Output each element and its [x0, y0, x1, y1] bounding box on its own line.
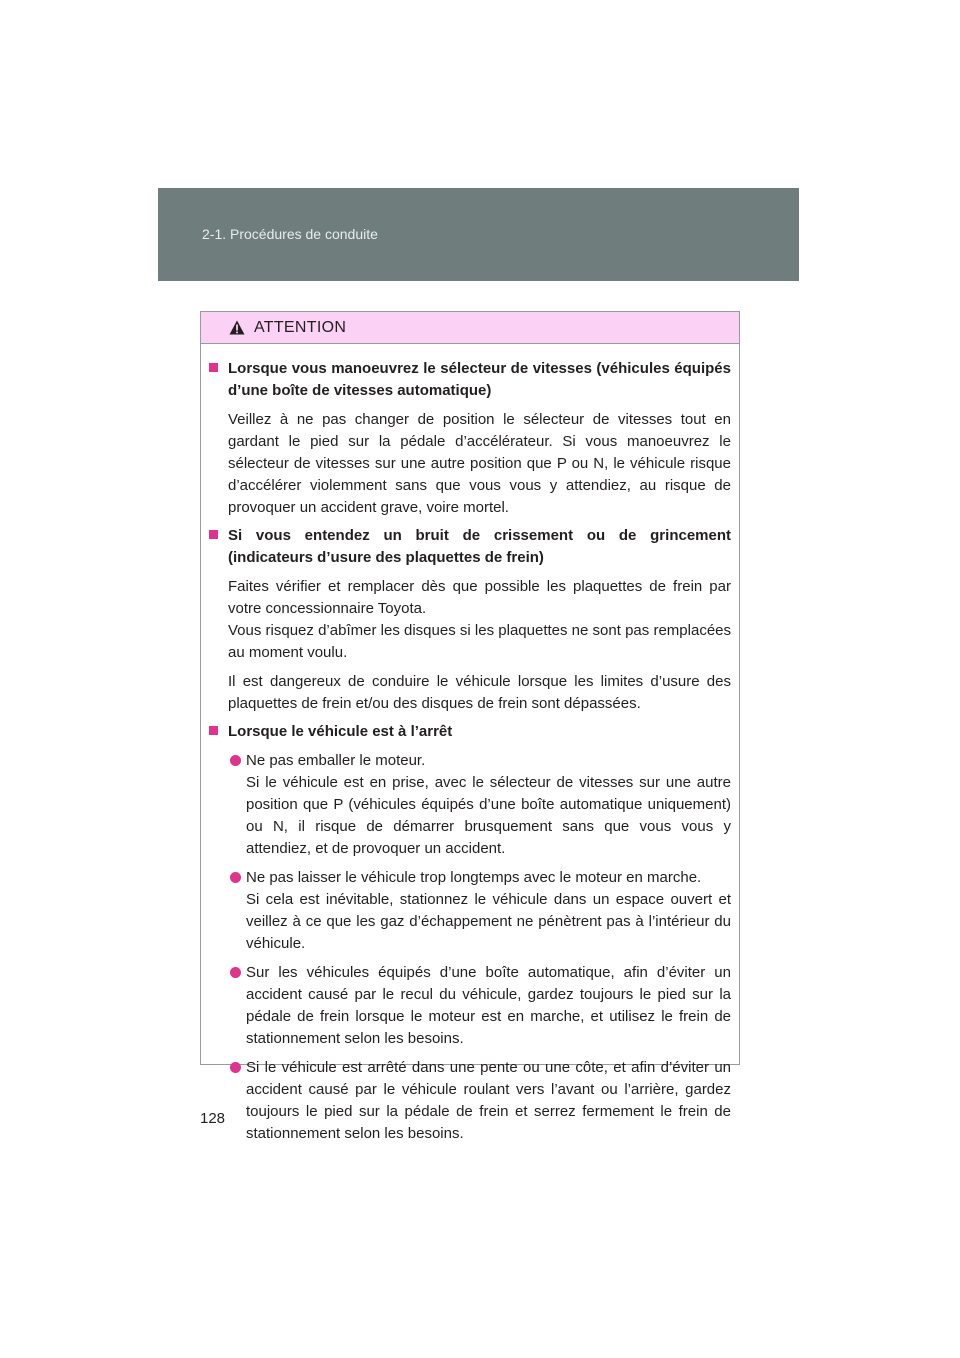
square-bullet-icon: [209, 363, 218, 372]
warning-title: ATTENTION: [254, 318, 347, 336]
section-paragraph: Faites vérifier et remplacer dès que possible les plaquettes de frein par votre concessionnaire Toyota. Vous risquez d’abîmer les disques si les plaquettes ne sont pas remplacées au moment voulu.: [228, 578, 731, 661]
dot-bullet-icon: [230, 967, 241, 978]
dot-bullet-icon: [230, 755, 241, 766]
dot-bullet-icon: [230, 1062, 241, 1073]
warning-triangle-icon: [229, 320, 245, 335]
warning-header: [201, 312, 739, 344]
dot-bullet-icon: [230, 872, 241, 883]
section-title: 2-1. Procédures de conduite: [202, 226, 378, 242]
square-bullet-icon: [209, 726, 218, 735]
list-item: Si le véhicule est arrêté dans une pente ou une côte, et afin d’éviter un accident causé par le véhicule roulant vers l’avant ou l’arrière, gardez toujours le pied sur la pédale de frein et serrez fermement le frein de stationnement selon les besoins.: [209, 1057, 731, 1145]
warning-content: [201, 344, 739, 1145]
page-number: 128: [200, 1110, 226, 1127]
list-item: Ne pas laisser le véhicule trop longtemps avec le moteur en marche. Si cela est inévitable, stationnez le véhicule dans un espace ouvert et veillez à ce que les gaz d’échappement ne pénètrent pas à l’intérieur du véhicule.: [209, 867, 731, 955]
section-header-band: [158, 188, 799, 281]
section-heading: Si vous entendez un bruit de crissement ou de grincement (indicateurs d’usure des plaquettes de frein): [209, 525, 731, 569]
section-paragraph: Il est dangereux de conduire le véhicule lorsque les limites d’usure des plaquettes de frein et/ou des disques de frein sont dépassées.: [228, 673, 731, 712]
section-heading: Lorsque le véhicule est à l’arrêt: [209, 721, 731, 743]
list-item: Ne pas emballer le moteur. Si le véhicule est en prise, avec le sélecteur de vitesses sur une autre position que P (véhicules équipés d’une boîte automatique uniquement) ou N, il risque de démarrer brusquement sans que vous vous y attendiez, et de provoquer un accident.: [209, 750, 731, 860]
section-heading: Lorsque vous manoeuvrez le sélecteur de vitesses (véhicules équipés d’une boîte de vitesses automatique): [209, 358, 731, 402]
square-bullet-icon: [209, 530, 218, 539]
section-paragraph: Veillez à ne pas changer de position le sélecteur de vitesses tout en gardant le pied sur la pédale d’accélérateur. Si vous manoeuvrez le sélecteur de vitesses sur une autre position que P ou N, le véhicule risque d’accélérer violemment sans que vous vous y attendiez, au risque de provoquer un accident grave, voire mortel.: [228, 411, 731, 516]
list-item: Sur les véhicules équipés d’une boîte automatique, afin d’éviter un accident causé par le recul du véhicule, gardez toujours le pied sur la pédale de frein lorsque le moteur est en marche, et utilisez le frein de stationnement selon les besoins.: [209, 962, 731, 1050]
